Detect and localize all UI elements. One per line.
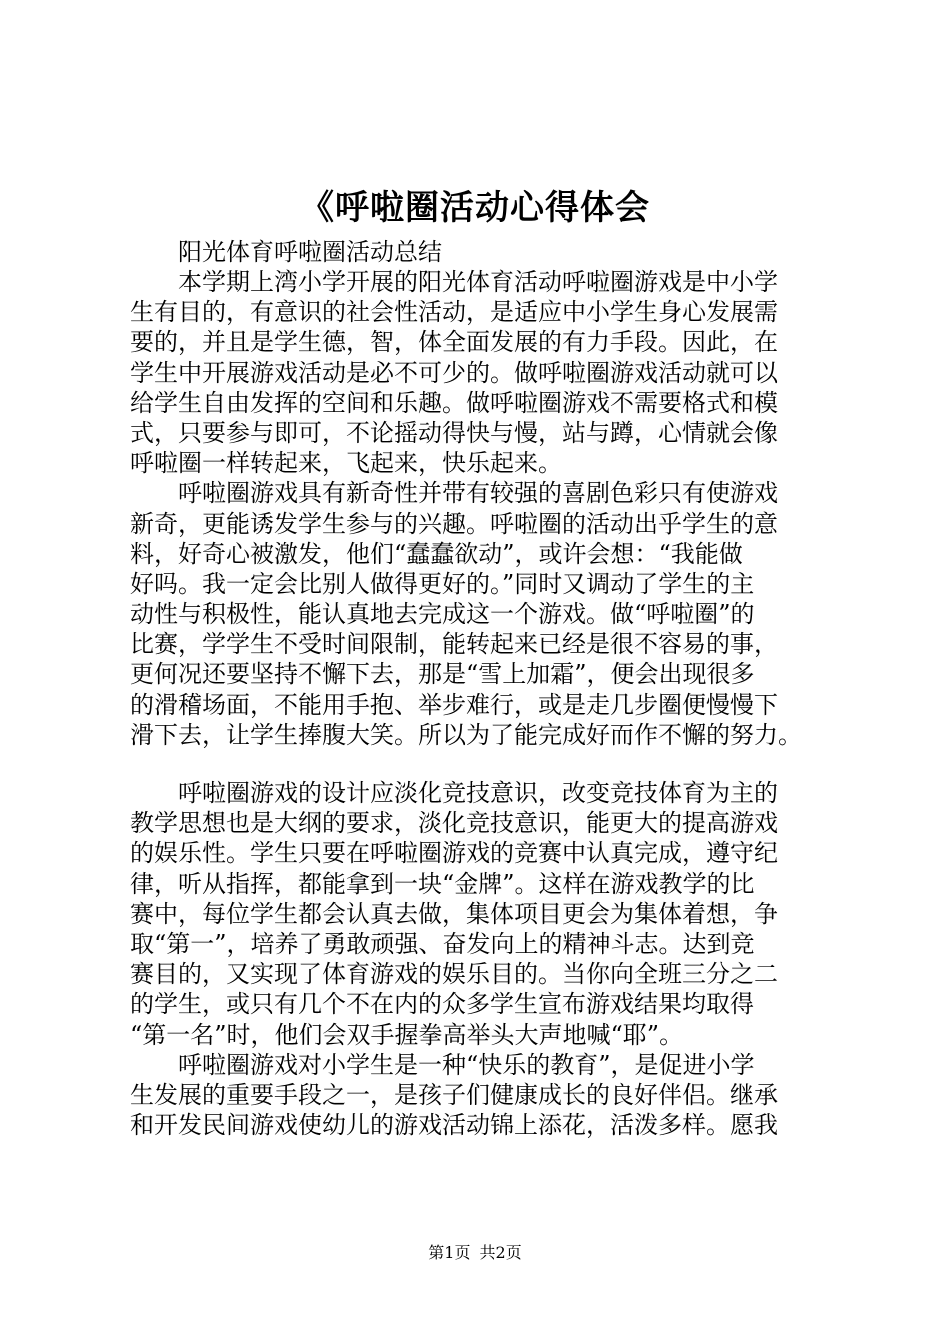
document-body: [130, 267, 830, 1140]
paragraph-line: 呼啦圈一样转起来，飞起来，快乐起来。: [130, 449, 562, 478]
paragraph-gap: [130, 750, 830, 778]
paragraph-line: 取“第一”，培养了勇敢顽强、奋发向上的精神斗志。达到竞: [130, 929, 755, 958]
paragraph-line: 学生中开展游戏活动是必不可少的。做呼啦圈游戏活动就可以: [130, 358, 778, 387]
page-footer: [0, 1242, 950, 1264]
paragraph-line: 和开发民间游戏使幼儿的游戏活动锦上添花，活泼多样。愿我: [130, 1111, 778, 1140]
paragraph: [130, 478, 830, 750]
paragraph-line: 赛中，每位学生都会认真去做，集体项目更会为集体着想，争: [130, 899, 778, 928]
paragraph-line: 生有目的，有意识的社会性活动，是适应中小学生身心发展需: [130, 298, 778, 327]
paragraph: [130, 778, 830, 1050]
paragraph-line: 式，只要参与即可，不论摇动得快与慢，站与蹲，心情就会像: [130, 418, 778, 447]
paragraph-line: 生发展的重要手段之一，是孩子们健康成长的良好伴侣。继承: [130, 1080, 778, 1109]
paragraph-line: 的娱乐性。学生只要在呼啦圈游戏的竞赛中认真完成，遵守纪: [130, 839, 778, 868]
page-number: 第1页: [428, 1243, 471, 1262]
paragraph-line: 新奇，更能诱发学生参与的兴趣。呼啦圈的活动出乎学生的意: [130, 509, 778, 538]
paragraph-line: 比赛，学学生不受时间限制，能转起来已经是很不容易的事，: [130, 630, 778, 659]
paragraph-line: 律，听从指挥，都能拿到一块“金牌”。这样在游戏教学的比: [130, 869, 755, 898]
page-total: 共2页: [479, 1243, 522, 1262]
paragraph-line: 好吗。我一定会比别人做得更好的。”同时又调动了学生的主: [130, 569, 755, 598]
paragraph-line: 要的，并且是学生德，智，体全面发展的有力手段。因此，在: [130, 328, 778, 357]
paragraph-line: 赛目的，又实现了体育游戏的娱乐目的。当你向全班三分之二: [130, 960, 778, 989]
paragraph-line: 给学生自由发挥的空间和乐趣。做呼啦圈游戏不需要格式和模: [130, 388, 778, 417]
paragraph: [130, 1050, 830, 1141]
paragraph-line: 呼啦圈游戏的设计应淡化竞技意识，改变竞技体育为主的: [178, 779, 778, 807]
paragraph-line: 本学期上湾小学开展的阳光体育活动呼啦圈游戏是中小学: [178, 268, 778, 296]
document-subtitle: 阳光体育呼啦圈活动总结: [178, 238, 442, 266]
paragraph-line: “第一名”时，他们会双手握拳高举头大声地喊“耶”。: [130, 1020, 684, 1049]
paragraph-line: 更何况还要坚持不懈下去，那是“雪上加霜”，便会出现很多: [130, 660, 755, 689]
paragraph: [130, 267, 830, 478]
paragraph-line: 教学思想也是大纲的要求，淡化竞技意识，能更大的提高游戏: [130, 809, 778, 838]
paragraph-line: 的滑稽场面，不能用手抱、举步难行，或是走几步圈便慢慢下: [130, 690, 778, 719]
paragraph-line: 滑下去，让学生捧腹大笑。所以为了能完成好而作不懈的努力。: [130, 720, 802, 749]
paragraph-line: 料，好奇心被激发，他们“蠢蠢欲动”，或许会想：“我能做: [130, 539, 743, 568]
paragraph-line: 的学生，或只有几个不在内的众多学生宣布游戏结果均取得: [130, 990, 754, 1019]
document-title: 《呼啦圈活动心得体会: [300, 188, 650, 228]
paragraph-line: 呼啦圈游戏具有新奇性并带有较强的喜剧色彩只有使游戏: [178, 479, 778, 508]
paragraph-line: 呼啦圈游戏对小学生是一种“快乐的教育”，是促进小学: [178, 1050, 755, 1079]
paragraph-line: 动性与积极性，能认真地去完成这一个游戏。做“呼啦圈”的: [130, 600, 755, 629]
